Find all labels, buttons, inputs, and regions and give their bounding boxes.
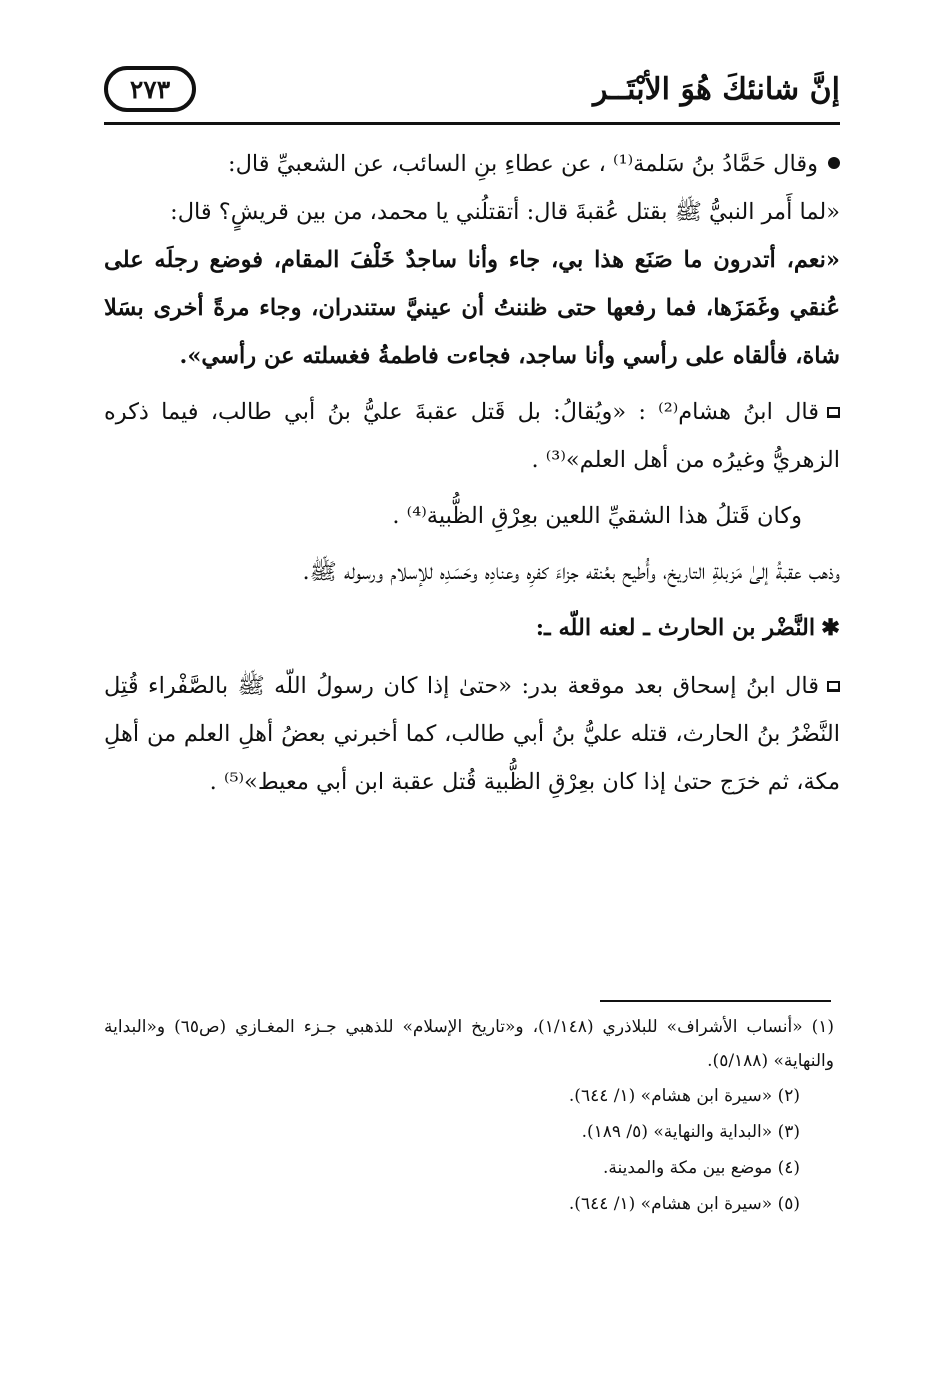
header-rule <box>104 122 840 125</box>
paragraph-6: وذهب عقبةُ إلىٰ مَزبلةِ التاريخ، وأُطيح بعُنقه جزاءَ كفرِه وعنادِه وحَسَدِه للإسلام ورسوله ﷺ. <box>302 559 840 585</box>
footnote-rule <box>600 1000 831 1002</box>
paragraph-1 <box>104 140 840 188</box>
paragraph-2: «لما أَمر النبيُّ ﷺ بقتل عُقبةَ قال: أتقتلُني يا محمد، من بين قريشٍ؟ قال: <box>170 199 840 225</box>
paragraph-5: وكان قَتلُ هذا الشقيِّ اللعين بعِرْقِ الظُّبية⁽⁴⁾ . <box>392 503 802 529</box>
footnote-3: (٣) «البداية والنهاية» (٥/ ١٨٩). <box>581 1122 800 1142</box>
paragraph-7 <box>104 662 840 806</box>
running-title: إنَّ شانئكَ هُوَ الأبْتَــر <box>593 72 840 107</box>
paragraph-7-text: قال ابنُ إسحاق بعد موقعة بدر: «حتىٰ إذا كان رسولُ اللّه ﷺ بالصَّفْراء قُتِل النَّضْرُ بنُ الحارث، قتله عليُّ بنُ أبي طالب، كما أخبرني بعضُ أهلِ العلم من أهلِ مكة، ثم خرَج حتىٰ إذا كان بعِرْقِ الظُّبية قُتل عقبة ابن أبي معيط»⁽⁵⁾ . <box>104 673 840 795</box>
page-header <box>104 62 840 124</box>
paragraph-1-text: وقال حَمَّادُ بنُ سَلمة⁽¹⁾ ، عن عطاءِ بنِ السائب، عن الشعبيِّ قال: <box>228 151 818 177</box>
square-marker-icon <box>827 681 840 692</box>
footnote-5: (٥) «سيرة ابن هشام» (١/ ٦٤٤). <box>568 1194 800 1214</box>
square-marker-icon <box>827 407 840 418</box>
footnote-4: (٤) موضع بين مكة والمدينة. <box>602 1158 800 1178</box>
page-number-badge <box>104 66 196 112</box>
section-heading-text: النَّضْر بن الحارث ـ لعنه اللّه ـ: <box>535 615 816 641</box>
paragraph-4 <box>104 388 840 484</box>
bullet-icon <box>828 157 840 169</box>
page-number: ٢٧٣ <box>129 74 171 104</box>
footnote-1: (١) «أنساب الأشراف» للبلاذري (١/١٤٨)، و«تاريخ الإسلام» للذهبي جـزء المغـازي (ص٦٥) و«البداية والنهاية» (٥/١٨٨). <box>104 1017 834 1071</box>
asterisk-icon: ✱ <box>821 615 840 641</box>
paragraph-3: «نعم، أتدرون ما صَنَع هذا بي، جاء وأنا ساجدٌ خَلْفَ المقام، فوضع رجلَه على عُنقي وغَمَزَها، فما رفعها حتى ظننتُ أن عينيَّ ستندران، وجاء مرةً أخرى بسَلا شاة، فألقاه على رأسي وأنا ساجد، فجاءت فاطمةُ فغسلته عن رأسي». <box>104 247 840 369</box>
main-text <box>104 140 840 806</box>
paragraph-4-text: قال ابنُ هشام⁽²⁾ : «ويُقالُ: بل قَتل عقبةَ عليُّ بنُ أبي طالب، فيما ذكره الزهريُّ وغيرُه من أهل العلم»⁽³⁾ . <box>104 399 840 473</box>
section-heading <box>104 604 840 652</box>
footnote-2: (٢) «سيرة ابن هشام» (١/ ٦٤٤). <box>568 1086 800 1106</box>
footnotes <box>104 1010 834 1222</box>
